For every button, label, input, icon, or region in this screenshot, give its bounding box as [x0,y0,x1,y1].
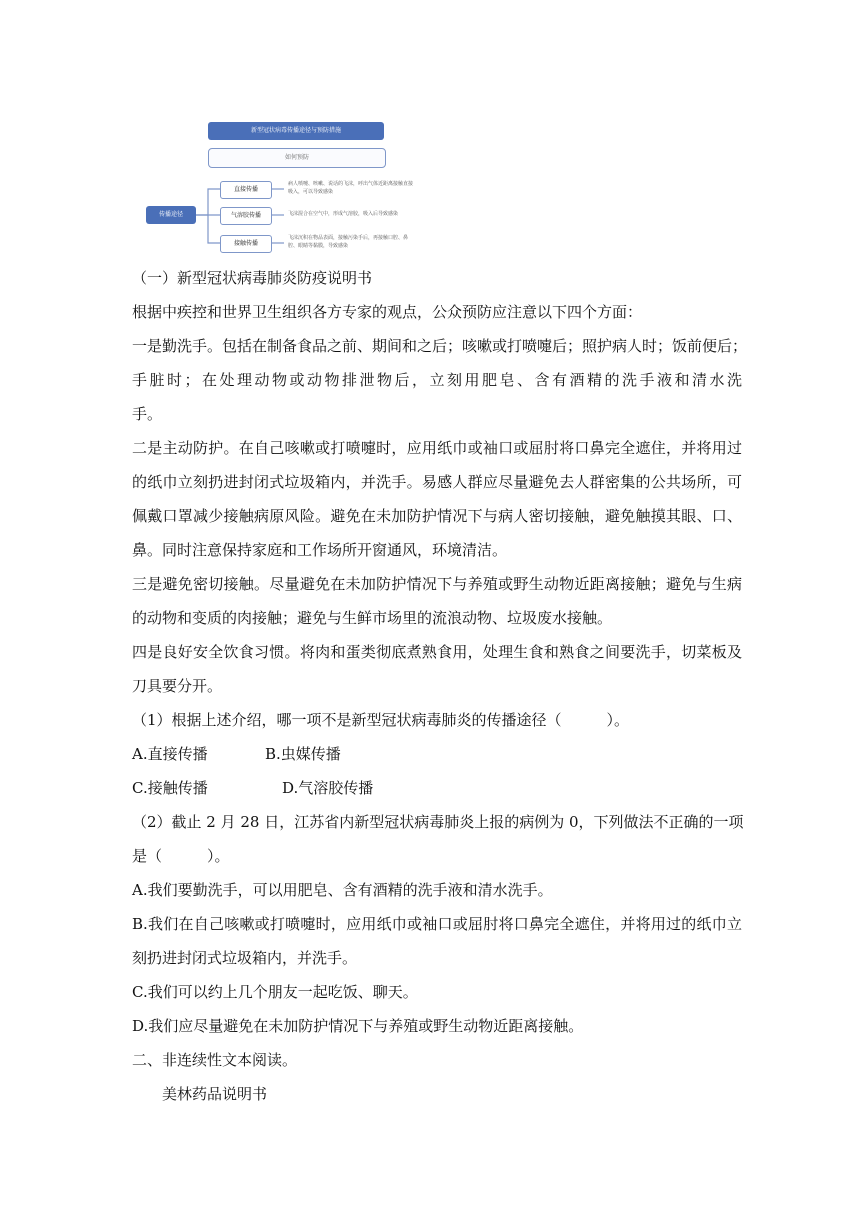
q1-option-c: C.接触传播 [132,779,208,797]
paragraph-2-line: 佩戴口罩减少接触病原风险。避免在未加防护情况下与病人密切接触，避免触摸其眼、口、 [132,507,742,525]
section-title: （一）新型冠状病毒肺炎防疫说明书 [132,269,373,287]
diagram-branch-aerosol: 气溶胶传播 [220,207,272,225]
diagram-subtitle: 如何预防 [208,148,386,168]
diagram-title: 新型冠状病毒传播途径与预防措施 [208,122,384,140]
paragraph-1-line: 手。 [132,405,163,423]
paragraph-2-line: 的纸巾立刻扔进封闭式垃圾箱内，并洗手。易感人群应尽量避免去人群密集的公共场所，可 [132,473,742,491]
q1-option-a: A.直接传播 [132,745,208,763]
q1-option-b: B.虫媒传播 [265,745,341,763]
diagram-branch-direct: 直接传播 [220,181,272,199]
paragraph-2-line: 鼻。同时注意保持家庭和工作场所开窗通风，环境清洁。 [132,541,508,559]
medicine-leaflet-title: 美林药品说明书 [162,1085,268,1103]
paragraph-4-line: 刀具要分开。 [132,677,223,695]
q2-option-b-cont: 刻扔进封闭式垃圾箱内，并洗手。 [132,949,358,967]
question-1: （1）根据上述介绍，哪一项不是新型冠状病毒肺炎的传播途径（ ）。 [132,711,630,729]
section-2-heading: 二、非连续性文本阅读。 [132,1051,298,1069]
question-2: （2）截止 2 月 28 日，江苏省内新型冠状病毒肺炎上报的病例为 0，下列做法不正确的一项 [132,813,744,831]
q2-option-b: B.我们在自己咳嗽或打喷嚏时，应用纸巾或袖口或屈肘将口鼻完全遮住，并将用过的纸巾立 [132,915,742,933]
paragraph-3-line: 的动物和变质的肉接触；避免与生鲜市场里的流浪动物、垃圾废水接触。 [132,609,613,627]
diagram-desc-aerosol: 飞沫混合在空气中，形成气溶胶，吸入后导致感染 [288,211,399,217]
intro-paragraph: 根据中疾控和世界卫生组织各方专家的观点，公众预防应注意以下四个方面： [132,303,643,321]
paragraph-1-line: 手脏时；在处理动物或动物排泄物后，立刻用肥皂、含有酒精的洗手液和清水洗 [132,371,742,389]
transmission-diagram [132,106,412,258]
q2-option-d: D.我们应尽量避免在未加防护情况下与养殖或野生动物近距离接触。 [132,1017,584,1035]
paragraph-1-line: 一是勤洗手。包括在制备食品之前、期间和之后；咳嗽或打喷嚏后；照护病人时；饭前便后； [132,337,748,355]
q2-option-a: A.我们要勤洗手，可以用肥皂、含有酒精的洗手液和清水洗手。 [132,881,553,899]
diagram-desc-direct: 病人喷嚏、咳嗽、说话的飞沫，呼出气体近距离接触直接吸入，可以导致感染 [288,181,414,195]
paragraph-3-line: 三是避免密切接触。尽量避免在未加防护情况下与养殖或野生动物近距离接触；避免与生病 [132,575,742,593]
diagram-branch-contact: 接触传播 [220,235,272,253]
question-2-cont: 是（ ）。 [132,847,230,865]
paragraph-2-line: 二是主动防护。在自己咳嗽或打喷嚏时，应用纸巾或袖口或屈肘将口鼻完全遮住，并将用过 [132,439,742,457]
diagram-desc-contact: 飞沫沉积在物品表面，接触污染手后，再接触口腔、鼻腔、眼睛等黏膜，导致感染 [288,235,409,249]
diagram-root-node: 传播途径 [146,206,196,224]
q1-option-d: D.气溶胶传播 [282,779,374,797]
q2-option-c: C.我们可以约上几个朋友一起吃饭、聊天。 [132,983,418,1001]
paragraph-4-line: 四是良好安全饮食习惯。将肉和蛋类彻底煮熟食用，处理生食和熟食之间要洗手，切菜板及 [132,643,742,661]
